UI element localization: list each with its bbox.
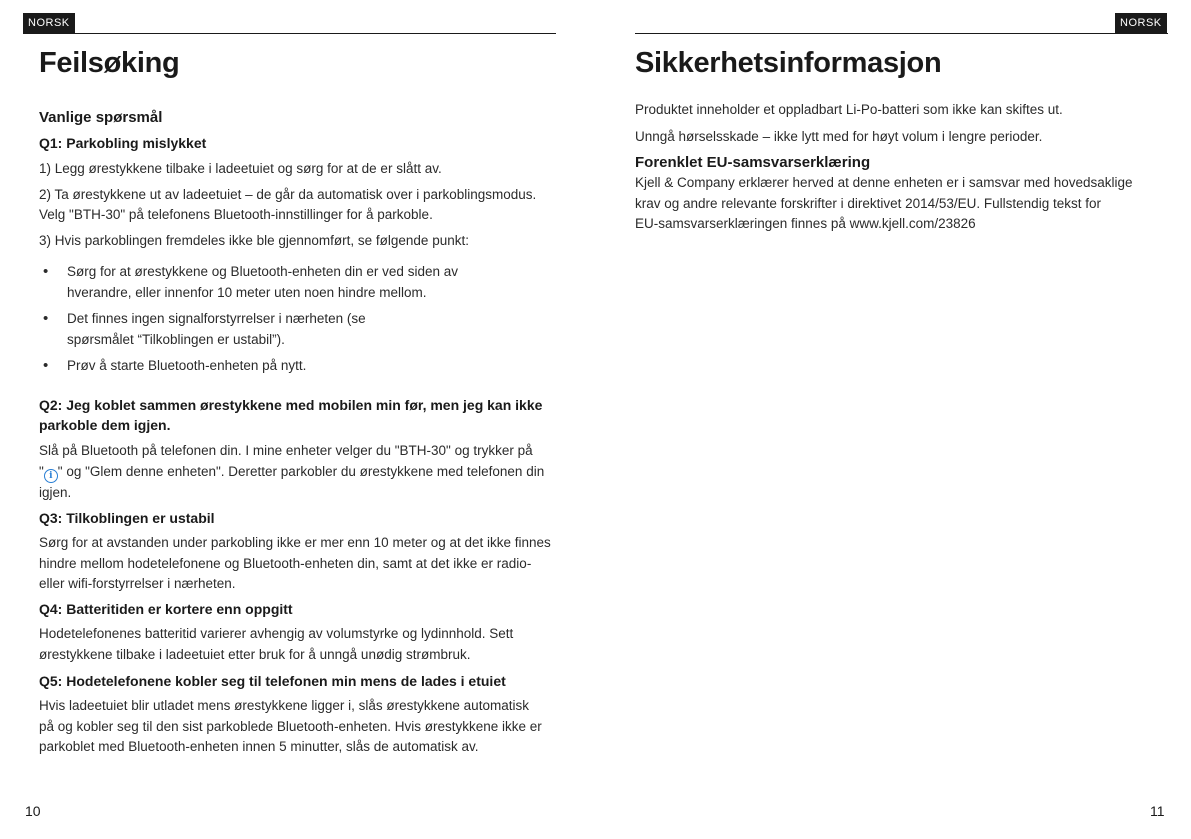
q3-line: eller wifi-forstyrrelser i nærheten. [39, 576, 236, 592]
q5-line: på og kobler seg til den sist parkoblede Bluetooth-enheten. Hvis ørestykkene ikke er [39, 718, 542, 734]
q1-step-2-cont: Velg "BTH-30" på telefonens Bluetooth-innstillinger for å parkoble. [39, 207, 433, 223]
page-number-left: 10 [25, 803, 41, 819]
header-rule [635, 33, 1168, 34]
safety-paragraph: Unngå hørselsskade – ikke lytt med for høyt volum i lengre perioder. [635, 128, 1043, 144]
language-tag: NORSK [23, 13, 75, 33]
q1-bullet-list [39, 262, 559, 377]
q4-heading: Q4: Batteritiden er kortere enn oppgitt [39, 601, 293, 617]
eu-line: krav og andre relevante forskrifter i direktivet 2014/53/EU. Fullstendig tekst for [635, 195, 1101, 211]
bullet-text: hverandre, eller innenfor 10 meter uten noen hindre mellom. [67, 284, 427, 300]
q5-heading: Q5: Hodetelefonene kobler seg til telefonen min mens de lades i etuiet [39, 673, 506, 689]
q1-steps [39, 159, 559, 251]
bullet-text: Det finnes ingen signalforstyrrelser i nærheten (se [67, 311, 366, 327]
page-number-right: 11 [1150, 803, 1165, 819]
page-title: Sikkerhetsinformasjon [635, 47, 942, 79]
q1-step-3: 3) Hvis parkoblingen fremdeles ikke ble gjennomført, se følgende punkt: [39, 232, 469, 248]
q5-body [39, 696, 559, 758]
q1-step-1: 1) Legg ørestykkene tilbake i ladeetuiet og sørg for at de er slått av. [39, 161, 442, 176]
bullet-icon: • [43, 310, 49, 328]
q3-line: hindre mellom hodetelefonene og Bluetooth-enheten din, samt at det ikke er radio- [39, 555, 532, 571]
q2-heading-line: Q2: Jeg koblet sammen ørestykkene med mobilen min før, men jeg kan ikke [39, 397, 543, 413]
q3-heading: Q3: Tilkoblingen er ustabil [39, 510, 215, 526]
page-title: Feilsøking [39, 47, 180, 79]
eu-heading: Forenklet EU-samsvarserklæring [635, 154, 871, 172]
section-subtitle: Vanlige spørsmål [39, 109, 163, 126]
bullet-text: Prøv å starte Bluetooth-enheten på nytt. [67, 358, 307, 374]
q4-body [39, 624, 559, 665]
q2-heading [39, 395, 559, 435]
q4-line: Hodetelefonenes batteritid varierer avhengig av volumstyrke og lydinnhold. Sett [39, 626, 514, 641]
q2-line: " i " og "Glem denne enheten". Deretter parkobler du ørestykkene med telefonen din [39, 463, 545, 481]
bullet-icon: • [43, 263, 49, 280]
list-item [39, 262, 559, 303]
safety-paragraph: Produktet inneholder et oppladbart Li-Po-batteri som ikke kan skiftes ut. [635, 102, 1063, 117]
eu-line: EU-samsvarserklæringen finnes på www.kjell.com/23826 [635, 216, 976, 232]
q2-line: Slå på Bluetooth på telefonen din. I mine enheter velger du "BTH-30" og trykker på [39, 443, 533, 458]
eu-line: Kjell & Company erklærer herved at denne enheten er i samsvar med hovedsaklige [635, 175, 1133, 191]
safety-info [635, 100, 1175, 235]
q2-line: igjen. [39, 484, 72, 500]
bullet-icon: • [43, 357, 49, 375]
q1-step-2: 2) Ta ørestykkene ut av ladeetuiet – de går da automatisk over i parkoblingsmodus. [39, 186, 537, 202]
q1-heading: Q1: Parkobling mislykket [39, 135, 207, 151]
list-item [39, 356, 559, 377]
q3-body [39, 533, 559, 595]
list-item [39, 309, 559, 350]
bullet-text: Sørg for at ørestykkene og Bluetooth-enheten din er ved siden av [67, 264, 458, 279]
q3-line: Sørg for at avstanden under parkobling ikke er mer enn 10 meter og at det ikke finnes [39, 535, 551, 550]
language-tag: NORSK [1115, 13, 1167, 33]
header-rule [23, 33, 556, 34]
q2-heading-line: parkoble dem igjen. [39, 417, 171, 433]
q5-line: parkoblet med Bluetooth-enheten innen 5 minutter, slås de automatisk av. [39, 739, 479, 755]
q4-line: ørestykkene tilbake i ladeetuiet etter bruk for å unngå unødig strømbruk. [39, 646, 471, 662]
bullet-text: spørsmålet “Tilkoblingen er ustabil”). [67, 331, 285, 347]
q2-body [39, 441, 559, 503]
q5-line: Hvis ladeetuiet blir utladet mens ørestykkene ligger i, slås ørestykkene automatisk [39, 698, 529, 713]
info-icon: i [44, 469, 58, 483]
